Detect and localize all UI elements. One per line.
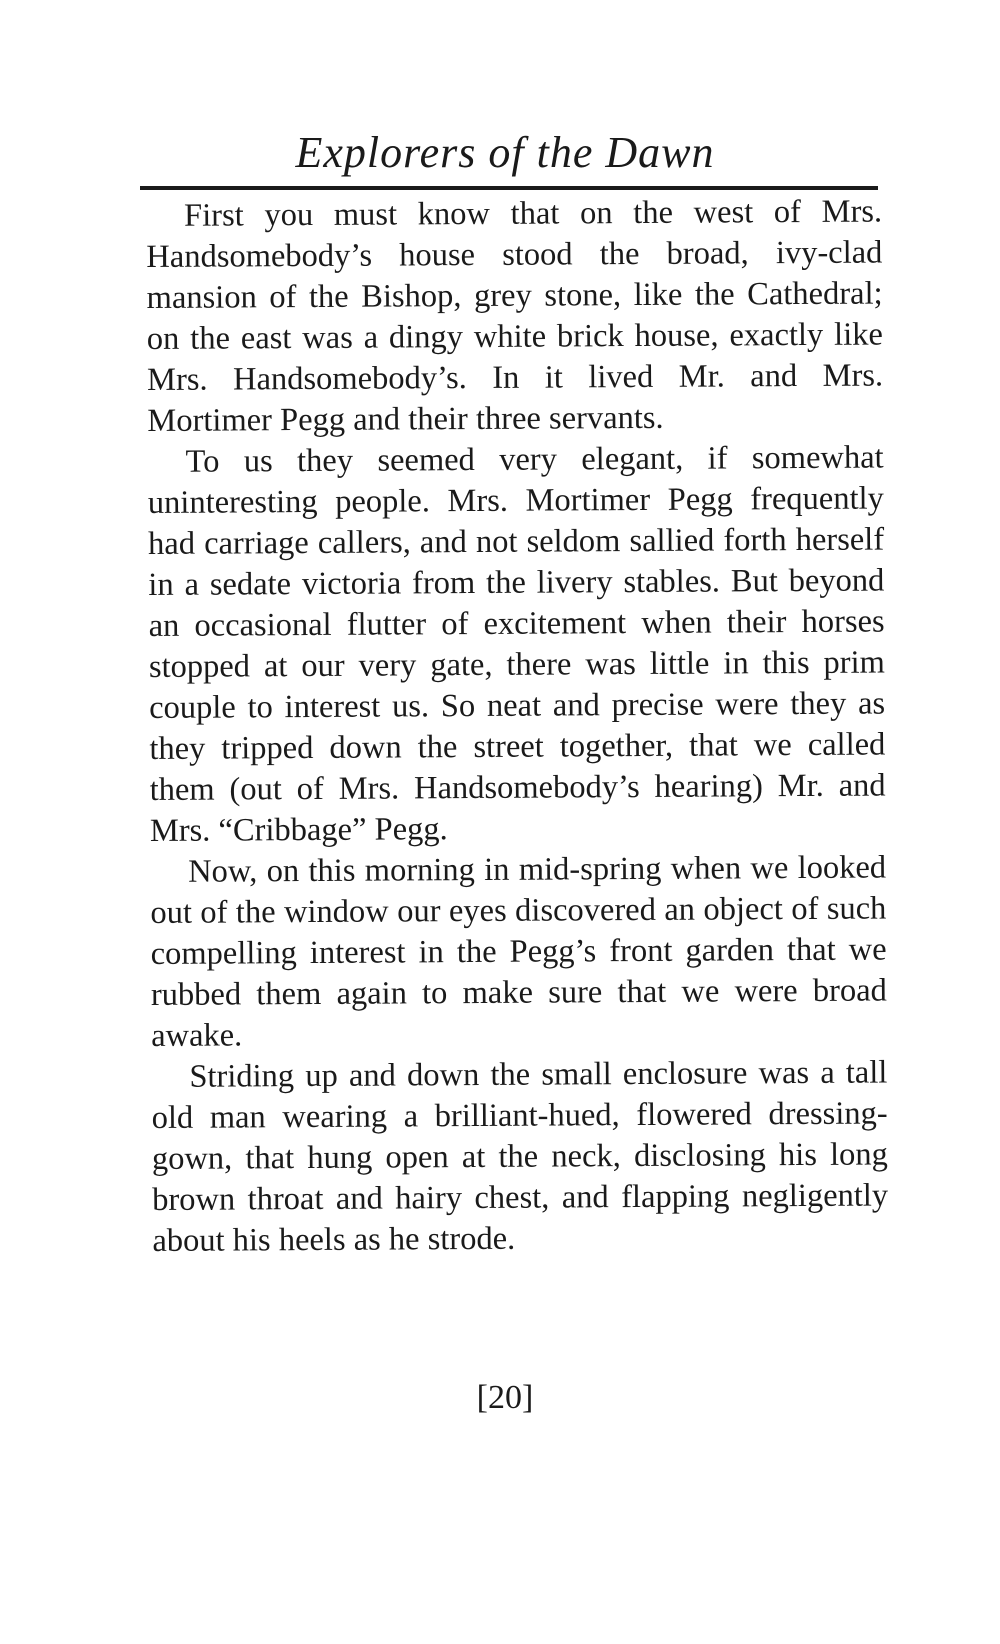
paragraph: Striding up and down the small enclosure was a tall old man wearing a brilliant-hued, flowered dressing-gown, that hung open at the neck, disclosing his long brown throat and hairy chest, and flapping negligently about his heels as he strode. — [151, 1054, 889, 1259]
header-rule — [140, 186, 878, 190]
running-head: Explorers of the Dawn — [295, 128, 715, 177]
body-text — [146, 192, 888, 1262]
paragraph: Now, on this morning in mid-spring when we looked out of the window our eyes discovered an object of such compelling interest in the Pegg’s front garden that we rubbed them again to make sure that we were broad awake. — [150, 849, 887, 1054]
paragraph: To us they seemed very elegant, if somewhat uninteresting people. Mrs. Mortimer Pegg frequently had carriage callers, and not seldom sallied forth herself in a sedate victoria from the livery stables. But beyond an occasional flutter of excitement when their horses stopped at our very gate, there was little in this prim couple to interest us. So neat and precise were they as they tripped down the street together, that we called them (out of Mrs. Handsomebody’s hearing) Mr. and Mrs. “Cribbage” Pegg. — [147, 439, 886, 849]
paragraph: First you must know that on the west of Mrs. Handsomebody’s house stood the broad, ivy-clad mansion of the Bishop, grey stone, like the Cathedral; on the east was a dingy white brick house, exactly like Mrs. Handsomebody’s. In it lived Mr. and Mrs. Mortimer Pegg and their three servants. — [146, 193, 884, 439]
page-number: [20] — [476, 1379, 534, 1416]
